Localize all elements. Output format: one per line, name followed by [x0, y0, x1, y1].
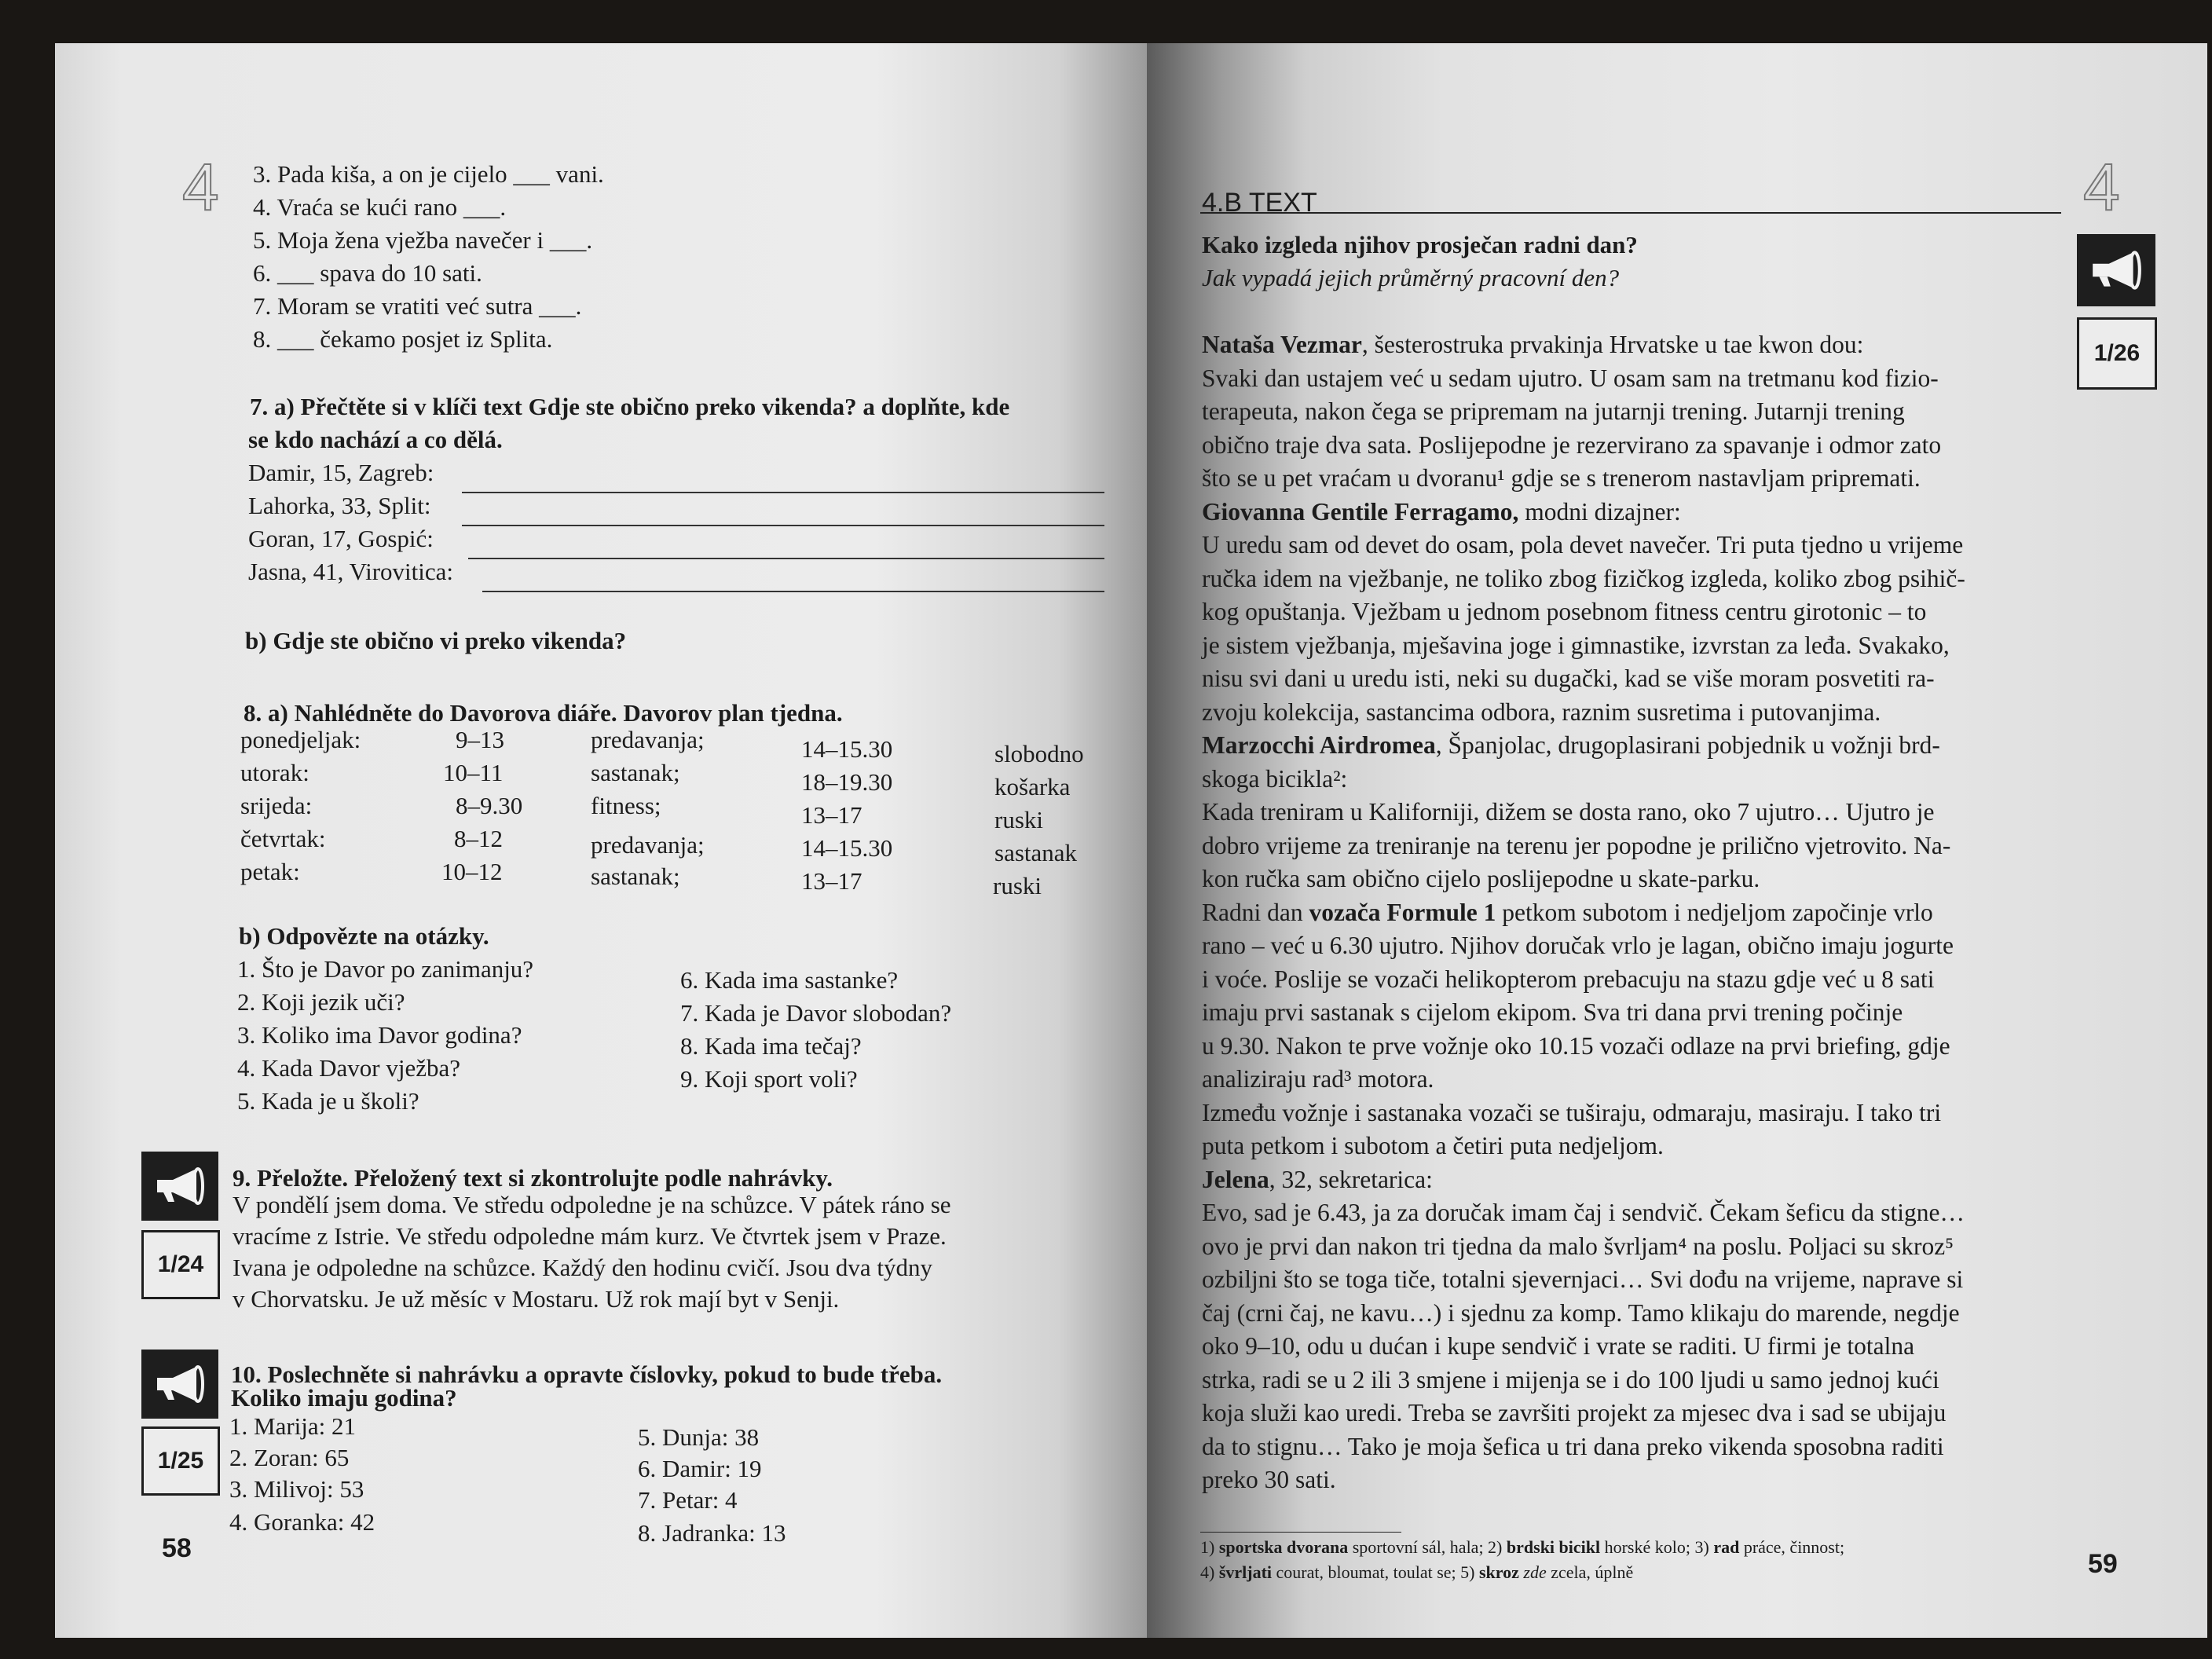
text-line: strka, radi se u 2 ili 3 smjene i mijenja se i do 100 ljudi u samo jednoj kući	[1202, 1365, 1939, 1393]
speaker-name: Jelena	[1202, 1165, 1269, 1193]
list-item: 4. Goranka: 42	[229, 1508, 375, 1536]
text-line: Kada treniram u Kaliforniji, dižem se dosta rano, oko 7 ujutro… Ujutro je	[1202, 798, 1935, 826]
speaker-name: Marzocchi Airdromea	[1202, 731, 1436, 759]
schedule-time: 9–13	[456, 726, 504, 753]
speaker-role: , Španjolac, drugoplasirani pobjednik u vožnji brd-	[1435, 731, 1940, 759]
speaker-role: modni dizajner:	[1518, 497, 1681, 526]
question: 1. Što je Davor po zanimanju?	[237, 955, 534, 983]
text-line: i voće. Poslije se vozači helikopterom prebacuju na stazu gdje već u 8 sati	[1202, 965, 1935, 993]
person-label: Damir, 15, Zagreb:	[248, 459, 434, 486]
list-item: 7. Moram se vratiti već sutra ___.	[253, 292, 582, 320]
person-label: Lahorka, 33, Split:	[248, 492, 431, 519]
footnote-line-2	[1200, 1561, 1633, 1584]
schedule-activity: predavanja;	[591, 726, 705, 753]
list-item: 5. Moja žena vježba navečer i ___.	[253, 226, 593, 254]
schedule-time: 8–12	[454, 825, 503, 852]
person-label: Goran, 17, Gospić:	[248, 525, 434, 552]
section-title: 4.B TEXT	[1202, 188, 1317, 218]
schedule-time: 13–17	[801, 801, 862, 829]
schedule-activity: sastanak	[994, 839, 1078, 866]
audio-icon[interactable]	[141, 1152, 218, 1221]
text-line: nisu svi dani u uredu isti, neki su dugački, kad se više moram posvetiti ra-	[1202, 665, 1935, 692]
footnote-term: rad	[1713, 1537, 1740, 1557]
list-item: 6. ___ spava do 10 sati.	[253, 259, 482, 287]
text-line: je sistem vježbanja, mješavina joge i gimnastike, izvrstan za leđa. Svakako,	[1202, 631, 1950, 659]
answer-line[interactable]	[468, 558, 1104, 559]
schedule-activity: ruski	[994, 806, 1043, 833]
text-title: Kako izgleda njihov prosječan radni dan?	[1202, 231, 1638, 258]
footnote-term: švrljati	[1218, 1562, 1273, 1582]
text-fragment: Radni dan	[1202, 898, 1309, 926]
schedule-time: 13–17	[801, 867, 862, 895]
text-line: Svaki dan ustajem već u sedam ujutro. U osam sam na tretmanu kod fizio-	[1202, 364, 1939, 392]
schedule-day: četvrtak:	[240, 825, 326, 852]
exercise-9-line: v Chorvatsku. Je už měsíc v Mostaru. Už rok mají byt v Senji.	[233, 1285, 840, 1313]
chapter-number-right: 4	[2083, 150, 2120, 224]
list-item: 6. Damir: 19	[638, 1455, 762, 1482]
exercise-9-line: V pondělí jsem doma. Ve středu odpoledne je na schůzce. V pátek ráno se	[233, 1191, 951, 1218]
section-rule	[1200, 212, 2061, 214]
text-line: imaju prvi sastanak s cijelom ekipom. Sva tri dana prvi trening počinje	[1202, 998, 1903, 1026]
question: 6. Kada ima sastanke?	[680, 966, 899, 994]
exercise-9-line: Ivana je odpoledne na schůzce. Každý den hodinu cvičí. Jsou dva týdny	[233, 1254, 932, 1281]
list-item: 8. ___ čekamo posjet iz Splita.	[253, 325, 553, 353]
text-line: ozbiljni što se toga tiče, totalni sjevernjaci… Svi dođu na vrijeme, naprave si	[1202, 1265, 1964, 1293]
speaker-line	[1202, 328, 2062, 362]
schedule-time: 8–9.30	[456, 792, 523, 819]
schedule-day: petak:	[240, 858, 300, 885]
speaker-name: Nataša Vezmar	[1202, 331, 1362, 358]
list-item: 5. Dunja: 38	[638, 1423, 760, 1451]
speaker-line	[1202, 496, 2062, 529]
question: 8. Kada ima tečaj?	[680, 1032, 862, 1060]
exercise-10-heading: 10. Poslechněte si nahrávku a opravte číslovky, pokud to bude třeba.	[231, 1361, 943, 1388]
footnote-definition: práce, činnost;	[1739, 1537, 1845, 1557]
track-number: 1/24	[141, 1230, 220, 1299]
text-line: obično traje dva sata. Poslijepodne je rezervirano za spavanje i odmor zato	[1202, 430, 1942, 459]
text-line: rano – već u 6.30 ujutro. Njihov doručak vrlo je lagan, obično imaju jogurte	[1202, 932, 1954, 959]
exercise-8a-heading: 8. a) Nahlédněte do Davorova diáře. Davorov plan tjedna.	[244, 699, 843, 727]
speaker-name: vozača Formule 1	[1309, 898, 1496, 926]
footnote-definition: horské kolo; 3)	[1600, 1537, 1714, 1557]
exercise-9-line: vracíme z Istrie. Ve středu odpoledne mám kurz. Ve čtvrtek jsem v Praze.	[233, 1222, 947, 1250]
schedule-activity: sastanak;	[591, 862, 680, 890]
text-title-translation: Jak vypadá jejich průměrný pracovní den?	[1202, 264, 1620, 291]
footnote-number: 1)	[1200, 1537, 1219, 1557]
question: 5. Kada je u školi?	[237, 1087, 419, 1115]
question: 9. Koji sport voli?	[680, 1065, 858, 1093]
text-line: dobro vrijeme za treniranje na terenu jer popodne je prilično vjetrovito. Na-	[1202, 831, 1951, 859]
speaker-role: , šesterostruka prvakinja Hrvatske u tae kwon dou:	[1361, 331, 1864, 358]
text-line: zvoju kolekcija, sastancima odbora, raznim susretima i putovanjima.	[1202, 698, 1881, 726]
schedule-activity: slobodno	[994, 740, 1084, 767]
exercise-9-heading: 9. Přeložte. Přeložený text si zkontrolujte podle nahrávky.	[233, 1164, 833, 1192]
answer-line[interactable]	[462, 492, 1104, 493]
exercise-7b-heading: b) Gdje ste obično vi preko vikenda?	[245, 627, 627, 654]
page-number-left: 58	[162, 1533, 192, 1563]
schedule-activity: fitness;	[591, 792, 661, 819]
schedule-activity: predavanja;	[591, 831, 705, 859]
text-line: Između vožnje i sastanaka vozači se tuširaju, odmaraju, masiraju. I tako tri	[1202, 1098, 1942, 1126]
exercise-7a-heading: 7. a) Přečtěte si v klíči text Gdje ste obično preko vikenda? a doplňte, kde	[250, 393, 1010, 420]
chapter-number-left: 4	[182, 150, 219, 224]
exercise-8b-heading: b) Odpovězte na otázky.	[239, 922, 489, 950]
list-item: 1. Marija: 21	[229, 1412, 356, 1440]
answer-line[interactable]	[482, 591, 1104, 592]
answer-line[interactable]	[462, 525, 1104, 526]
text-line: koja služi kao uredi. Treba se završiti projekt za mjesec dva i sad se ubijaju	[1202, 1399, 1946, 1426]
list-item: 4. Vraća se kući rano ___.	[253, 193, 507, 221]
speaker-line	[1202, 1163, 2062, 1197]
track-number: 1/25	[141, 1426, 220, 1496]
text-line: terapeuta, nakon čega se pripremam na jutarnji trening. Jutarnji trening	[1202, 397, 1905, 425]
footnote-term: brdski bicikl	[1506, 1537, 1601, 1557]
article-body	[1202, 328, 2062, 1497]
text-line: kog opuštanja. Vježbam u jednom posebnom fitness centru girotonic – to	[1202, 598, 1927, 625]
track-number: 1/26	[2077, 317, 2157, 390]
text-line: analiziraju rad³ motora.	[1202, 1065, 1434, 1093]
footnote-term: sportska dvorana	[1218, 1537, 1349, 1557]
speaker-line	[1202, 729, 2062, 763]
list-item: 3. Milivoj: 53	[229, 1475, 364, 1503]
schedule-activity: košarka	[994, 773, 1071, 800]
text-line: puta petkom i subotom a četiri puta nedjeljom.	[1202, 1132, 1664, 1159]
footnote-line-1	[1200, 1536, 1844, 1559]
text-line: da to stignu… Tako je moja šefica u tri dana preko vikenda sposobna raditi	[1202, 1432, 1944, 1460]
text-line: kon ručka sam obično cijelo poslijepodne u skate-parku.	[1202, 865, 1760, 892]
question: 7. Kada je Davor slobodan?	[680, 999, 952, 1027]
schedule-day: ponedjeljak:	[240, 726, 361, 753]
schedule-time: 18–19.30	[801, 768, 893, 796]
speaker-role: , 32, sekretarica:	[1269, 1165, 1433, 1193]
footnote-rule	[1200, 1532, 1401, 1533]
list-item: 8. Jadranka: 13	[638, 1519, 786, 1547]
schedule-time: 14–15.30	[801, 834, 893, 862]
footnote-definition: zcela, úplně	[1546, 1562, 1634, 1582]
text-line: preko 30 sati.	[1202, 1466, 1336, 1493]
schedule-time: 10–11	[443, 759, 504, 786]
person-label: Jasna, 41, Virovitica:	[248, 558, 454, 585]
schedule-time: 10–12	[441, 858, 503, 885]
schedule-activity: ruski	[993, 872, 1042, 899]
footnote-definition: sportovní sál, hala; 2)	[1348, 1537, 1507, 1557]
audio-icon[interactable]	[141, 1350, 218, 1419]
schedule-day: utorak:	[240, 759, 309, 786]
footnote-note: zde	[1518, 1562, 1547, 1582]
schedule-day: srijeda:	[240, 792, 313, 819]
audio-icon[interactable]	[2077, 234, 2155, 306]
footnote-term: skroz	[1478, 1562, 1519, 1582]
footnote-number: 4)	[1200, 1562, 1219, 1582]
text-line: oko 9–10, odu u dućan i kupe sendvič i vrate se raditi. U firmi je totalna	[1202, 1332, 1915, 1360]
text-line: U uredu sam od devet do osam, pola devet navečer. Tri puta tjedno u vrijeme	[1202, 531, 1964, 558]
text-line: ručka idem na vježbanje, ne toliko zbog fizičkog izgleda, koliko zbog psihič-	[1202, 564, 1965, 592]
schedule-time: 14–15.30	[801, 735, 893, 763]
text-line: čaj (crni čaj, ne kavu…) i sjednu za komp. Tamo klikaju do marende, negdje	[1202, 1298, 1960, 1327]
question: 3. Koliko ima Davor godina?	[237, 1021, 522, 1049]
question: 4. Kada Davor vježba?	[237, 1054, 461, 1082]
schedule-activity: sastanak;	[591, 759, 680, 786]
exercise-7a-heading-cont: se kdo nachází a co dělá.	[248, 426, 503, 453]
list-item: 7. Petar: 4	[638, 1486, 738, 1514]
footnote-definition: courat, bloumat, toulat se; 5)	[1272, 1562, 1479, 1582]
speaker-line	[1202, 896, 2062, 930]
text-line: skoga bicikla²:	[1202, 764, 1348, 793]
question: 2. Koji jezik uči?	[237, 988, 405, 1016]
list-item: 3. Pada kiša, a on je cijelo ___ vani.	[253, 160, 604, 188]
text-line: što se u pet vraćam u dvoranu¹ gdje se s trenerom nastavljam pripremati.	[1202, 464, 1921, 492]
exercise-10-subheading: Koliko imaju godina?	[231, 1384, 457, 1412]
text-line: ovo je prvi dan nakon tri tjedna da malo švrljam⁴ na poslu. Poljaci su skroz⁵	[1202, 1232, 1954, 1260]
text-line: u 9.30. Nakon te prve vožnje oko 10.15 vozači odlaze na prvi briefing, gdje	[1202, 1031, 1950, 1060]
speaker-name: Giovanna Gentile Ferragamo,	[1202, 497, 1519, 526]
list-item: 2. Zoran: 65	[229, 1444, 350, 1471]
text-line: Evo, sad je 6.43, ja za doručak imam čaj i sendvič. Čekam šeficu da stigne…	[1202, 1199, 1965, 1226]
page-number-right: 59	[2088, 1549, 2118, 1579]
text-fragment: petkom subotom i nedjeljom započinje vrlo	[1496, 898, 1933, 926]
